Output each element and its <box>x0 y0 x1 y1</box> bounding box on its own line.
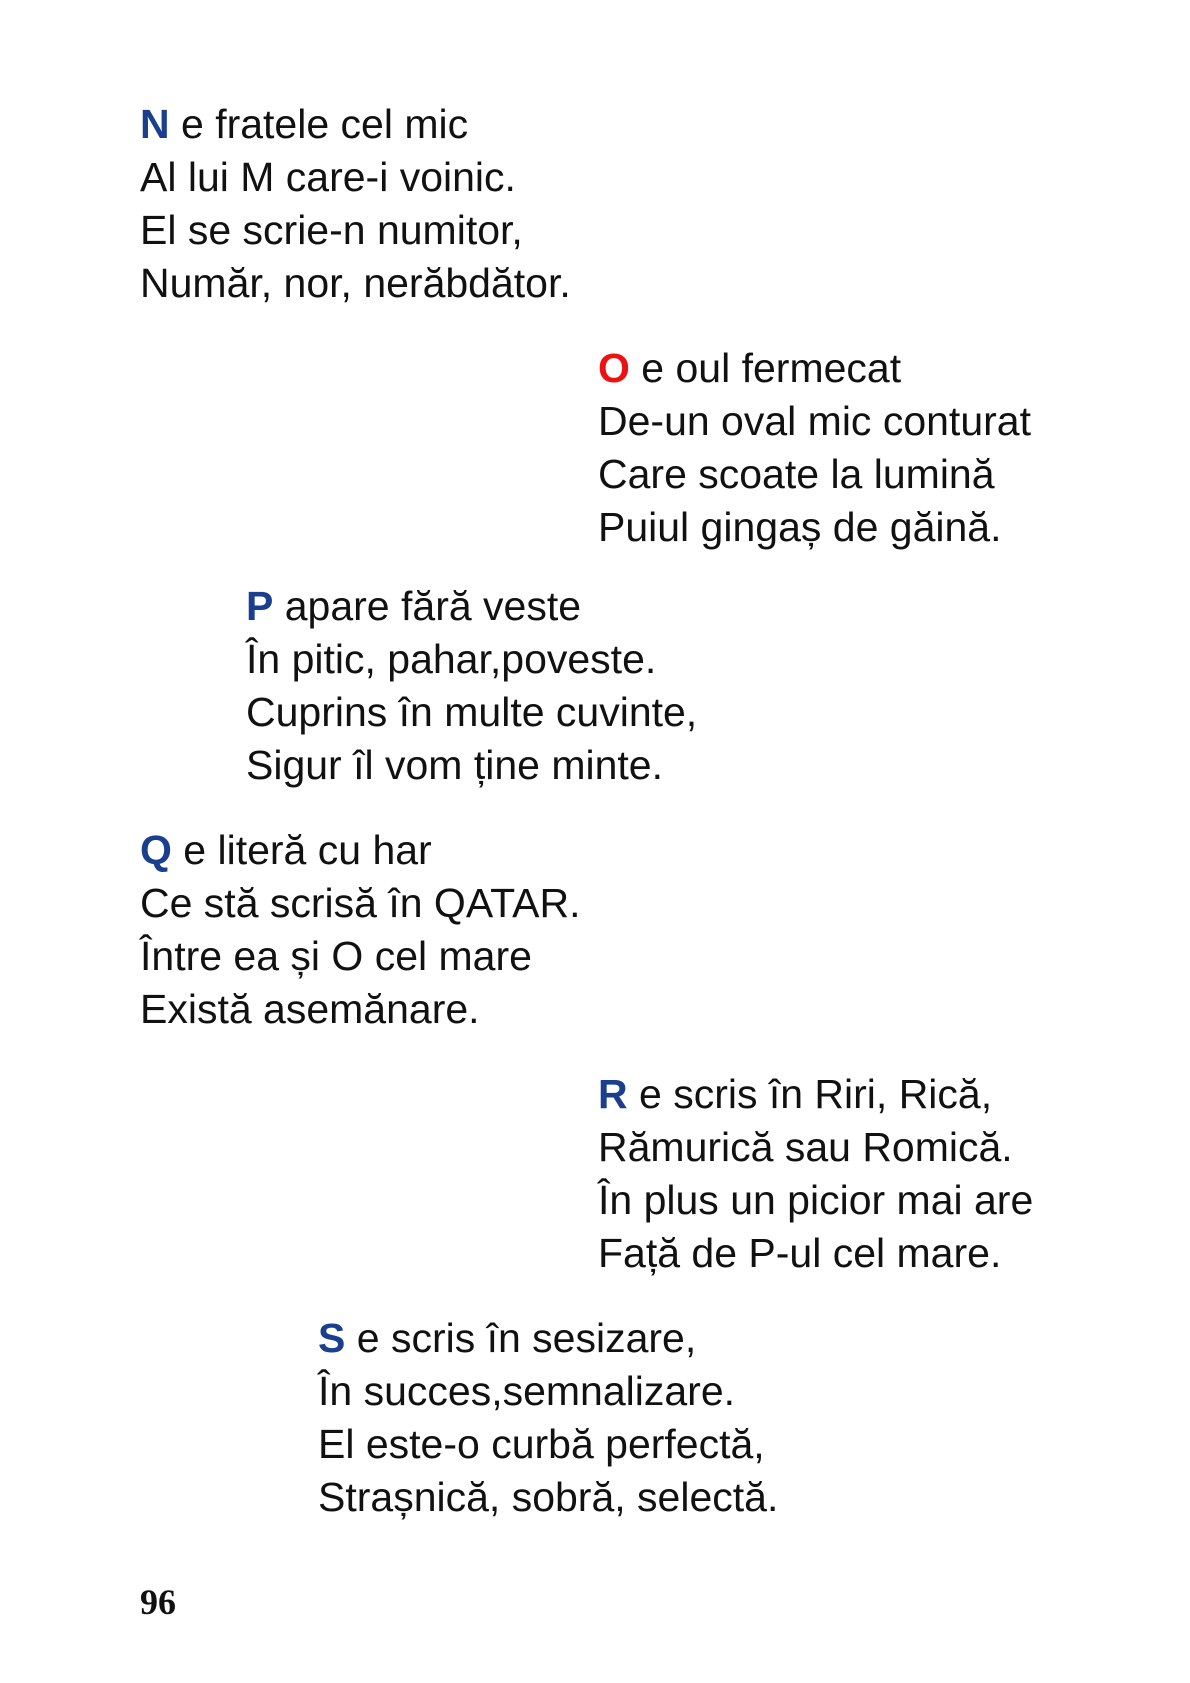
stanza-line: El este-o curbă perfectă, <box>318 1421 765 1467</box>
stanza-line: Ce stă scrisă în QATAR. <box>140 880 581 926</box>
stanza-line <box>598 342 1031 395</box>
stanza-line <box>140 824 580 877</box>
line-text: apare fără veste <box>273 583 582 629</box>
stanza-line: Strașnică, sobră, selectă. <box>318 1474 779 1520</box>
line-text: e scris în sesizare, <box>345 1315 697 1361</box>
stanza-line <box>598 1068 1033 1121</box>
stanza-line <box>246 580 697 633</box>
initial-letter: Q <box>140 827 172 873</box>
stanza-s <box>318 1312 778 1524</box>
initial-letter: S <box>318 1315 346 1361</box>
stanza-line: El se scrie-n numitor, <box>140 207 523 253</box>
stanza-r <box>598 1068 1033 1280</box>
stanza-line: Față de P-ul cel mare. <box>598 1230 1002 1276</box>
stanza-line: Cuprins în multe cuvinte, <box>246 689 698 735</box>
stanza-line: Sigur îl vom ține minte. <box>246 742 663 788</box>
stanza-line: Care scoate la lumină <box>598 451 995 497</box>
stanza-line: Rămurică sau Romică. <box>598 1124 1013 1170</box>
initial-letter: O <box>598 345 630 391</box>
page-number: 96 <box>140 1582 176 1622</box>
stanza-line <box>318 1312 778 1365</box>
stanza-line: Există asemănare. <box>140 986 480 1032</box>
stanza-line: În pitic, pahar,poveste. <box>246 636 657 682</box>
stanza-line: De-un oval mic conturat <box>598 398 1031 444</box>
stanza-q <box>140 824 580 1036</box>
stanza-line: Număr, nor, nerăbdător. <box>140 260 571 306</box>
line-text: e fratele cel mic <box>169 101 469 147</box>
stanza-line: Între ea și O cel mare <box>140 933 532 979</box>
stanza-p <box>246 580 697 792</box>
stanza-line: În succes,semnalizare. <box>318 1368 736 1414</box>
stanza-line: În plus un picior mai are <box>598 1177 1034 1223</box>
stanza-line: Puiul gingaș de găină. <box>598 504 1002 550</box>
line-text: e scris în Riri, Rică, <box>627 1071 993 1117</box>
stanza-line <box>140 98 571 151</box>
initial-letter: N <box>140 101 170 147</box>
stanza-o <box>598 342 1031 554</box>
line-text: e oul fermecat <box>629 345 902 391</box>
initial-letter: P <box>246 583 274 629</box>
initial-letter: R <box>598 1071 628 1117</box>
stanza-line: Al lui M care-i voinic. <box>140 154 516 200</box>
line-text: e literă cu har <box>171 827 432 873</box>
stanza-n <box>140 98 571 310</box>
